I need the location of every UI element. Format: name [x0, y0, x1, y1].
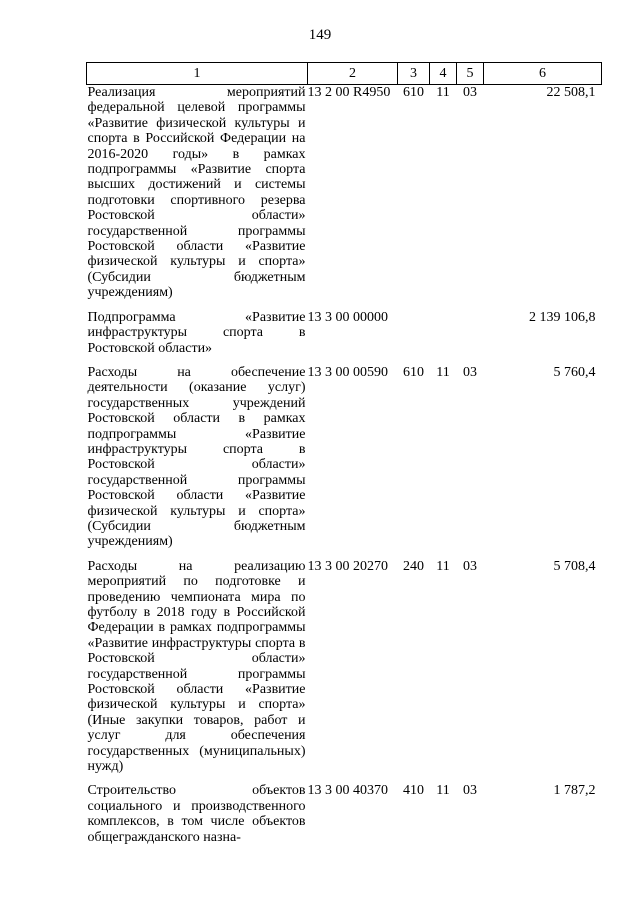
row-code: 13 3 00 40370: [307, 783, 388, 799]
column-header: 1: [87, 63, 308, 85]
row-amount: 1 787,2: [553, 783, 596, 799]
row-description: Подпрограмма «Развитие инфраструктуры спорта в Ростовской области»: [87, 309, 306, 356]
row-amount: 2 139 106,8: [529, 309, 596, 325]
row-col4: [430, 310, 457, 365]
table-row: [87, 365, 602, 559]
row-col3: 410: [403, 783, 424, 799]
page-number: 149: [308, 27, 332, 43]
row-code: 13 2 00 R4950: [307, 85, 391, 100]
row-code: 13 3 00 00590: [307, 364, 388, 380]
row-col3: 240: [403, 558, 424, 574]
row-description: Расходы на обеспечение деятельности (оказание услуг) государственных учреждений Ростовской области в рамках подпрограммы «Развитие инфраструктуры спорта в Ростовской области» государственной программы Ростовской области «Развитие физической культуры и спорта» (Субсидии бюджетным учреждениям): [87, 364, 306, 550]
row-col4: 11: [436, 85, 450, 100]
row-description: Расходы на реализацию мероприятий по подготовке и проведению чемпионата мира по футболу в 2018 году в Российской Федерации в рамках подпрограммы «Развитие инфраструктуры спорта в Ростовской области» государственной программы Ростовской области «Развитие физической культуры и спорта» (Иные закупки товаров, работ и услуг для обеспечения государственных (муниципальных) нужд): [87, 558, 306, 775]
row-code: 13 3 00 20270: [307, 558, 388, 574]
table-row: [87, 85, 602, 310]
row-col3: 610: [403, 85, 424, 100]
row-col3: 610: [403, 364, 424, 380]
row-amount: 5 708,4: [553, 558, 596, 574]
column-header: 3: [398, 63, 430, 85]
row-amount: 22 508,1: [546, 85, 596, 100]
row-description: Строительство объектов социального и производственного комплексов, в том числе объектов общегражданского назна-: [87, 783, 306, 845]
row-col5: 03: [463, 783, 477, 799]
table-row: [87, 310, 602, 365]
row-col5: 03: [463, 85, 477, 100]
table-header-row: [87, 63, 602, 85]
row-col5: [457, 310, 484, 365]
row-col4: 11: [436, 783, 450, 799]
column-header: 5: [457, 63, 484, 85]
table-row: [87, 783, 602, 854]
row-code: 13 3 00 00000: [307, 309, 388, 325]
row-col3: [398, 310, 430, 365]
column-header: 2: [308, 63, 398, 85]
column-header: 4: [430, 63, 457, 85]
row-col4: 11: [436, 364, 450, 380]
row-amount: 5 760,4: [553, 364, 596, 380]
column-header: 6: [484, 63, 602, 85]
budget-table: [86, 62, 602, 854]
table-row: [87, 559, 602, 784]
row-col4: 11: [436, 558, 450, 574]
row-col5: 03: [463, 558, 477, 574]
row-description: Реализация мероприятий федеральной целевой программы «Развитие физической культуры и спорта в Российской Федерации на 2016-2020 годы» в рамках подпрограммы «Развитие спорта высших достижений и системы подготовки спортивного резерва Ростовской области» государственной программы Ростовской области «Развитие физической культуры и спорта» (Субсидии бюджетным учреждениям): [87, 85, 306, 301]
row-col5: 03: [463, 364, 477, 380]
